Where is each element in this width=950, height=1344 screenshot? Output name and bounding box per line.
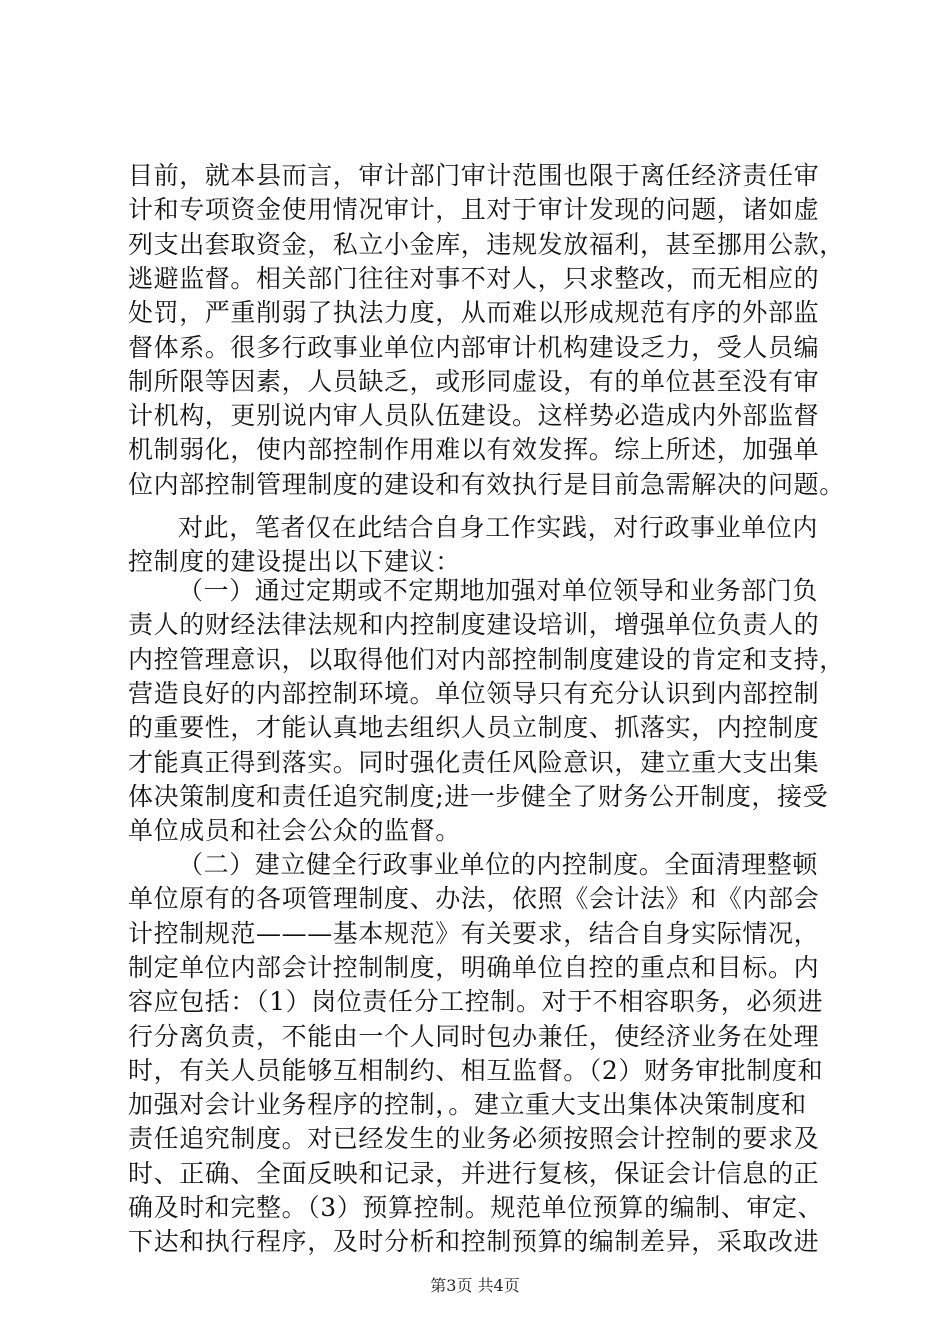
page-footer: 第3页 共4页 — [430, 1276, 520, 1295]
text-line: 体决策制度和责任追究制度;进一步健全了财务公开制度，接受 — [128, 781, 829, 811]
text-line: 下达和执行程序，及时分析和控制预算的编制差异，采取改进 — [128, 1227, 820, 1257]
text-line: 的重要性，才能认真地去组织人员立制度、抓落实，内控制度 — [128, 713, 820, 743]
text-line: 时，有关人员能够互相制约、相互监督。（2）财务审批制度和 — [128, 1055, 824, 1085]
text-line: 处罚，严重削弱了执法力度，从而难以形成规范有序的外部监 — [128, 298, 820, 328]
text-line: 责人的财经法律法规和内控制度建设培训，增强单位负责人的 — [128, 610, 820, 640]
text-line: 计控制规范———基本规范》有关要求，结合自身实际情况， — [128, 918, 820, 948]
text-line: 加强对会计业务程序的控制，。建立重大支出集体决策制度和 — [128, 1090, 807, 1120]
text-line: 单位原有的各项管理制度、办法，依照《会计法》和《内部会 — [128, 884, 820, 914]
text-line: 制所限等因素，人员缺乏，或形同虚设，有的单位甚至没有审 — [128, 366, 820, 396]
text-line: 计和专项资金使用情况审计，且对于审计发现的问题，诸如虚 — [128, 195, 820, 225]
text-line: 才能真正得到落实。同时强化责任风险意识，建立重大支出集 — [128, 747, 820, 777]
text-line: 目前，就本县而言，审计部门审计范围也限于离任经济责任审 — [128, 161, 820, 190]
text-line: 时、正确、全面反映和记录，并进行复核，保证会计信息的正 — [128, 1158, 820, 1188]
text-line: （二）建立健全行政事业单位的内控制度。全面清理整顿 — [178, 850, 819, 879]
text-line: 制定单位内部会计控制制度，明确单位自控的重点和目标。内 — [128, 952, 820, 982]
text-line: 列支出套取资金，私立小金库，违规发放福利，甚至挪用公款， — [128, 229, 845, 259]
text-line: 逃避监督。相关部门往往对事不对人，只求整改，而无相应的 — [128, 263, 820, 293]
text-line: 内控管理意识，以取得他们对内部控制制度建设的肯定和支持， — [128, 644, 845, 674]
text-line: 计机构，更别说内审人员队伍建设。这样势必造成内外部监督 — [128, 401, 820, 431]
text-line: 对此，笔者仅在此结合自身工作实践，对行政事业单位内 — [178, 513, 819, 542]
text-line: （一）通过定期或不定期地加强对单位领导和业务部门负 — [178, 576, 819, 605]
text-line: 位内部控制管理制度的建设和有效执行是目前急需解决的问题。 — [128, 469, 845, 499]
text-line: 确及时和完整。（3）预算控制。规范单位预算的编制、审定、 — [128, 1193, 824, 1222]
text-line: 责任追究制度。对已经发生的业务必须按照会计控制的要求及 — [128, 1124, 820, 1154]
text-line: 行分离负责，不能由一个人同时包办兼任，使经济业务在处理 — [128, 1021, 820, 1051]
text-line: 单位成员和社会公众的监督。 — [128, 816, 461, 846]
text-line: 机制弱化，使内部控制作用难以有效发挥。综上所述，加强单 — [128, 435, 820, 465]
text-line: 营造良好的内部控制环境。单位领导只有充分认识到内部控制 — [128, 678, 820, 708]
text-line: 控制度的建设提出以下建议： — [128, 547, 461, 577]
text-line: 督体系。很多行政事业单位内部审计机构建设乏力，受人员编 — [128, 332, 820, 362]
text-line: 容应包括：（1）岗位责任分工控制。对于不相容职务，必须进 — [128, 987, 824, 1017]
